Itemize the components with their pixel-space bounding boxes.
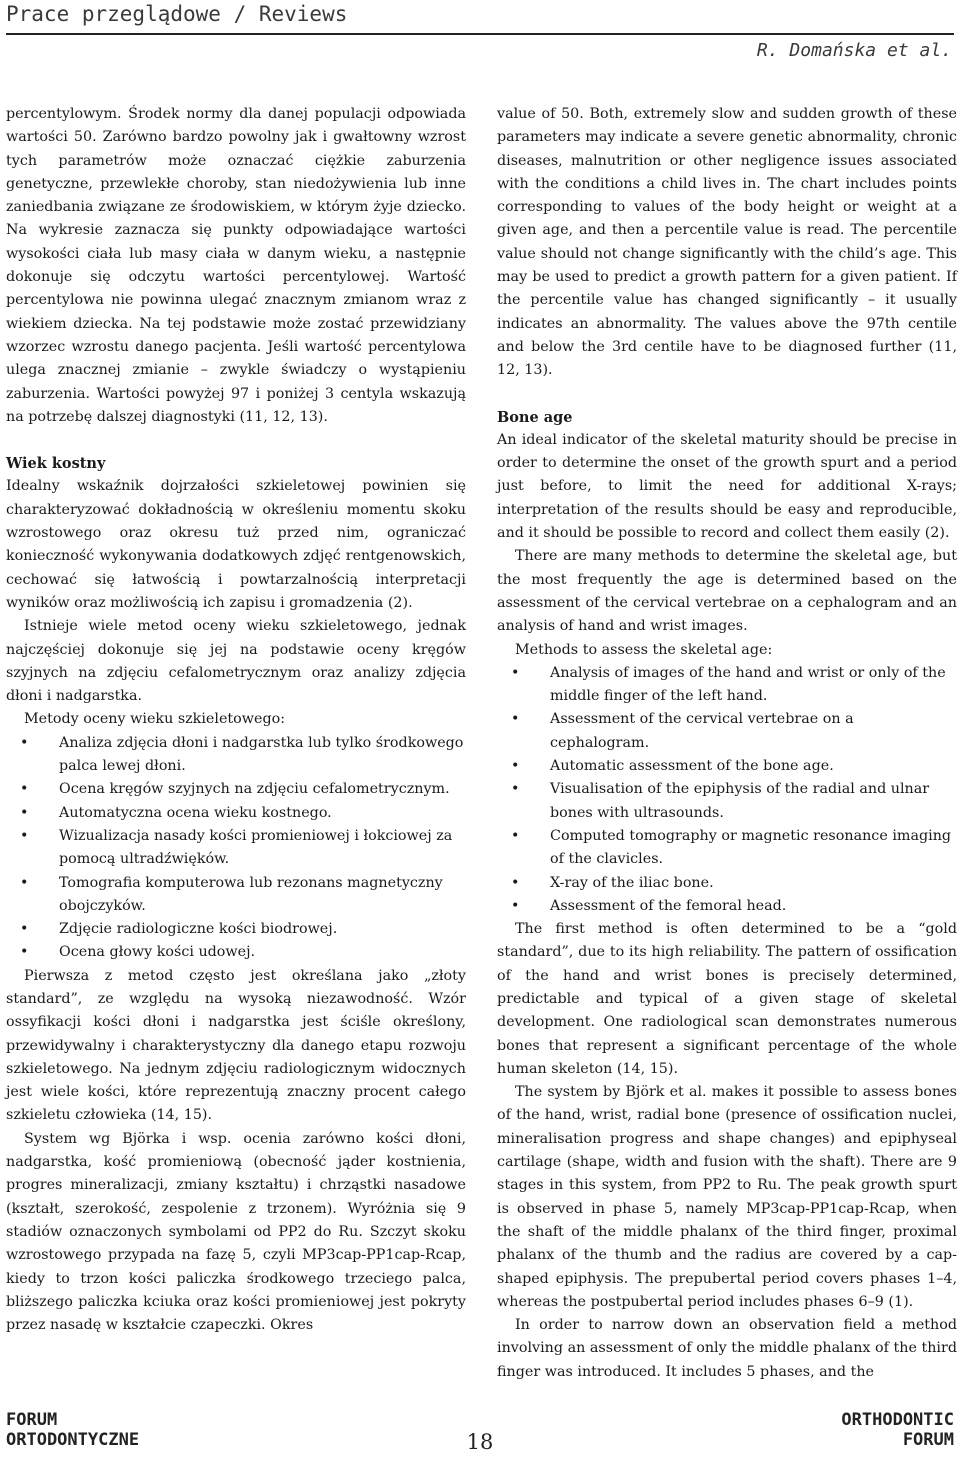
left-column-polish bbox=[6, 103, 466, 1337]
journal-name-line: ORTHODONTIC bbox=[841, 1410, 954, 1430]
paragraph: value of 50. Both, extremely slow and sudden growth of these parameters may indicate a severe genetic abnormality, chronic diseases, malnutrition or other negligence issues associated with the conditions a child lives in. The chart includes points corresponding to values of the body height or weight at a given age, and then a percentile value is read. The percentile value should not change significantly with the child’s age. This may be used to predict a growth pattern for a given patient. If the percentile value has changed significantly – it usually indicates an abnormality. The values above the 97th centile and below the 3rd centile have to be diagnosed further (11, 12, 13). bbox=[497, 106, 957, 379]
journal-name-line: ORTODONTYCZNE bbox=[6, 1430, 140, 1450]
paragraph: percentylowym. Środek normy dla danej populacji odpowiada wartości 50. Zarówno bardzo powolny jak i gwałtowny wzrost tych parametrów może oznaczać ciężkie zaburzenia genetyczne, przewlekłe choroby, stan niedożywienia lub inne zaniedbania związane ze środowiskiem, w którym żyje dziecko. Na wykresie zaznacza się punkty odpowiadające wartości wysokości ciała lub masy ciała w danym wieku, a następnie dokonuje się odczytu wartości percentylowej. Wartość percentylowa nie powinna ulegać znacznym zmianom wraz z wiekiem dziecka. Na tej podstawie może zostać przewidziany wzorzec wzrostu danego pacjenta. Jeśli wartość percentylowa ulega znacznej zmianie – zwykle świadczy o wystąpieniu zaburzenia. Wartości powyżej 97 i poniżej 3 centyla wskazują na potrzebę dalszej diagnostyki (11, 12, 13). bbox=[6, 106, 466, 425]
header-divider bbox=[6, 33, 954, 35]
list-item: • Automatic assessment of the bone age. bbox=[497, 755, 957, 778]
page-number: 18 bbox=[466, 1430, 494, 1454]
paragraph: Istnieje wiele metod oceny wieku szkieletowego, jednak najczęściej dokonuje się jej na podstawie oceny kręgów szyjnych na zdjęciu cefalometrycznym oraz analizy zdjęcia dłoni i nadgarstka. bbox=[6, 618, 466, 705]
journal-section-title: Prace przeglądowe / Reviews bbox=[6, 2, 348, 26]
list-item: • Visualisation of the epiphysis of the radial and ulnar bones with ultrasounds. bbox=[497, 778, 957, 825]
list-item: • X-ray of the iliac bone. bbox=[497, 872, 957, 895]
section-heading: Bone age bbox=[497, 408, 573, 426]
paragraph: The first method is often determined to be a “gold standard”, due to its high reliability. The pattern of ossification of the hand and wrist bones is precisely determined, predictable and typical of a given stage of skeletal development. One radiological scan demonstrates numerous bones that represent a significant percentage of the whole human skeleton (14, 15). bbox=[497, 921, 957, 1077]
paragraph: Idealny wskaźnik dojrzałości szkieletowej powinien się charakteryzować dokładnością w określeniu momentu skoku wzrostowego oraz okresu tuż przed nim, ograniczać konieczność wykonywania dodatkowych zdjęć rentgenowskich, cechować się łatwością i powtarzalnością interpretacji wyników oraz możliwością ich zapisu i gromadzenia (2). bbox=[6, 478, 466, 611]
list-item: • Assessment of the cervical vertebrae on a cephalogram. bbox=[497, 708, 957, 755]
paragraph: Pierwsza z metod często jest określana jako „złoty standard”, ze względu na wysoką niezawodność. Wzór ossyfikacji kości dłoni i nadgarstka jest ściśle określony, przewidywalny i charakterystyczny dla danego etapu rozwoju szkieletowego. Na jednym zdjęciu radiologicznym widocznych jest wiele kości, które reprezentują znaczny procent całego szkieletu człowieka (14, 15). bbox=[6, 967, 466, 1124]
list-item: • Computed tomography or magnetic resonance imaging of the clavicles. bbox=[497, 825, 957, 872]
list-item: • Zdjęcie radiologiczne kości biodrowej. bbox=[6, 918, 466, 941]
paragraph: In order to narrow down an observation field a method involving an assessment of only the middle phalanx of the third finger was introduced. It includes 5 phases, and the bbox=[497, 1317, 957, 1380]
journal-name-line: FORUM bbox=[902, 1430, 954, 1450]
journal-name-line: FORUM bbox=[6, 1410, 58, 1430]
list-item: • Ocena kręgów szyjnych na zdjęciu cefalometrycznym. bbox=[6, 778, 466, 801]
list-item: • Assessment of the femoral head. bbox=[497, 895, 957, 918]
right-column-english bbox=[497, 103, 957, 1384]
paragraph: Methods to assess the skeletal age: bbox=[515, 641, 773, 658]
list-item: • Automatyczna ocena wieku kostnego. bbox=[6, 802, 466, 825]
paragraph: System wg Björka i wsp. ocenia zarówno kości dłoni, nadgarstka, kość promieniową (obecność jąder kostnienia, progres mineralizacji, zmiany kształtu) i chrząstki nasadowe (kształt, szerokość, zespolenie z trzonem). Wyróżnia się 9 stadiów oznaczonych symbolami od PP2 do Ru. Szczyt skoku wzrostowego przypada na fazę 5, czyli MP3cap-PP1cap-Rcap, kiedy to trzon kości paliczka środkowego trzeciego palca, bliższego paliczka kciuka oraz kości promieniowej jest pokryty przez nasadę w kształcie czapeczki. Okres bbox=[6, 1130, 466, 1334]
list-item: • Analysis of images of the hand and wrist or only of the middle finger of the left hand. bbox=[497, 662, 957, 709]
list-item: • Ocena głowy kości udowej. bbox=[6, 941, 466, 964]
paragraph: Metody oceny wieku szkieletowego: bbox=[24, 711, 286, 728]
list-item: • Wizualizacja nasady kości promieniowej i łokciowej za pomocą ultradźwięków. bbox=[6, 825, 466, 872]
journal-name-english bbox=[841, 1410, 954, 1450]
paragraph: An ideal indicator of the skeletal maturity should be precise in order to determine the onset of the growth spurt and a period just before, to limit the need for additional X-rays; interpretation of the results should be easy and reproducible, and it should be possible to record and collect them easily (2). bbox=[497, 431, 957, 542]
list-item: • Analiza zdjęcia dłoni i nadgarstka lub tylko środkowego palca lewej dłoni. bbox=[6, 732, 466, 779]
paragraph: The system by Björk et al. makes it possible to assess bones of the hand, wrist, radial bone (presence of ossification nuclei, mineralisation progress and shape changes) and epiphyseal cartilage (shape, width and fusion with the shaft). There are 9 stages in this system, from PP2 to Ru. The peak growth spurt is observed in phase 5, namely MP3cap-PP1cap-Rcap, when the shaft of the middle phalanx of the third finger, proximal phalanx of the thumb and the radius are covered by a cap-shaped epiphysis. The prepubertal period covers phases 1–4, whereas the postpubertal period includes phases 6–9 (1). bbox=[497, 1084, 957, 1310]
paragraph: There are many methods to determine the skeletal age, but the most frequently the age is determined based on the assessment of the cervical vertebrae on a cephalogram and an analysis of hand and wrist images. bbox=[497, 548, 957, 635]
bullet-list bbox=[497, 662, 957, 918]
list-item: • Tomografia komputerowa lub rezonans magnetyczny obojczyków. bbox=[6, 872, 466, 919]
bullet-list bbox=[6, 732, 466, 965]
section-heading: Wiek kostny bbox=[6, 455, 106, 473]
running-head-authors: R. Domańska et al. bbox=[756, 40, 952, 61]
